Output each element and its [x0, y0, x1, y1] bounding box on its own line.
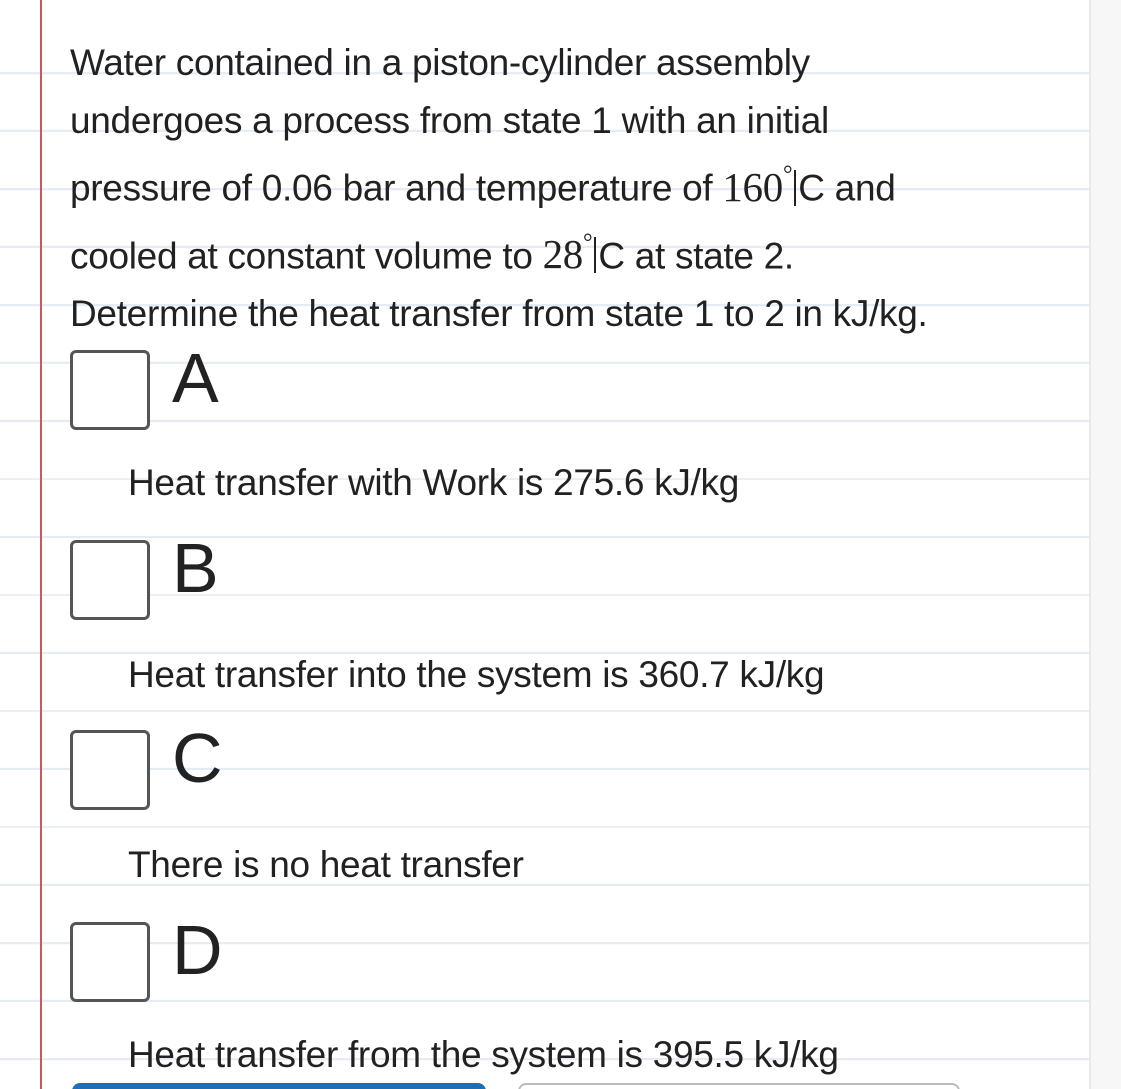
question-line [70, 150, 1070, 218]
primary-button[interactable] [72, 1083, 486, 1089]
temperature-value: 160 [722, 163, 783, 210]
option-a-letter: A [172, 339, 219, 417]
text-cursor [794, 170, 796, 206]
degree-symbol: ° [782, 162, 793, 188]
temperature-value: 28 [542, 231, 583, 278]
option-b-checkbox[interactable] [70, 540, 150, 620]
question-text-segment: C and [798, 167, 896, 209]
page-gutter [1091, 0, 1121, 1089]
degree-symbol: ° [583, 229, 593, 256]
text-cursor [594, 237, 596, 273]
question-line: Determine the heat transfer from state 1 to 2 in kJ/kg. [70, 293, 928, 335]
option-c-text: There is no heat transfer [128, 844, 524, 885]
option-b-text: Heat transfer into the system is 360.7 kJ/kg [128, 654, 825, 695]
option-a-checkbox[interactable] [70, 350, 150, 430]
option-d-checkbox[interactable] [70, 922, 150, 1002]
question-text-segment: cooled at constant volume to [70, 235, 543, 277]
question-line: Water contained in a piston-cylinder assembly [70, 42, 810, 83]
option-d-letter: D [172, 911, 223, 989]
option-c-letter: C [172, 719, 223, 797]
option-b-letter: B [172, 529, 219, 607]
question-text [70, 34, 1070, 343]
final-temperature [543, 231, 593, 277]
margin-line [40, 0, 42, 1089]
option-c-checkbox[interactable] [70, 730, 150, 810]
initial-temperature [722, 164, 792, 210]
option-a-text: Heat transfer with Work is 275.6 kJ/kg [128, 462, 739, 503]
question-text-segment: C at state 2. [598, 235, 794, 277]
question-text-segment: pressure of 0.06 bar and temperature of [70, 167, 723, 209]
option-d-text: Heat transfer from the system is 395.5 kJ/kg [128, 1034, 839, 1075]
question-line [70, 218, 1070, 286]
secondary-button[interactable] [518, 1083, 960, 1089]
question-line: undergoes a process from state 1 with an initial [70, 100, 829, 141]
